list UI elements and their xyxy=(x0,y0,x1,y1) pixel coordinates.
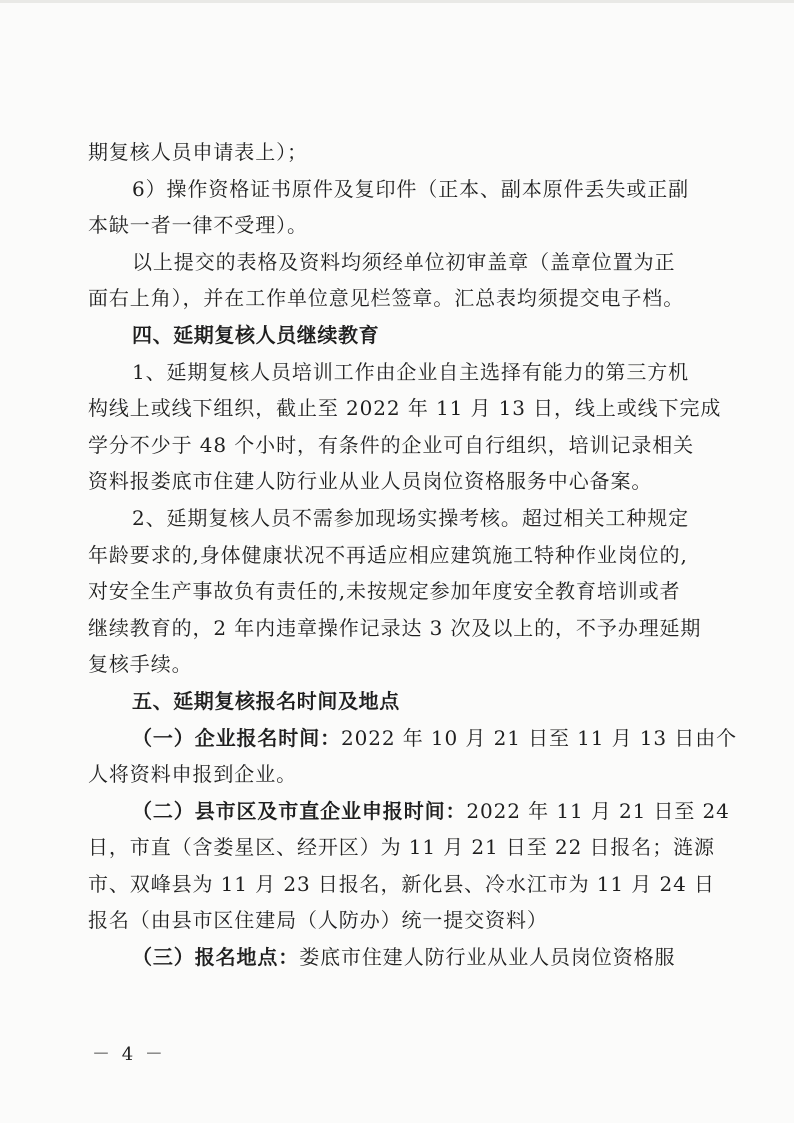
text-line: 构线上或线下组织，截止至 2022 年 11 月 13 日，线上或线下完成 xyxy=(88,396,722,421)
subheading: （三）报名地点： xyxy=(132,945,300,970)
text-line: 继续教育的，2 年内违章操作记录达 3 次及以上的，不予办理延期 xyxy=(88,615,702,640)
page-number: － 4 － xyxy=(92,1044,166,1065)
text-line: 年龄要求的,身体健康状况不再适应相应建筑施工特种作业岗位的, xyxy=(88,542,688,567)
scan-edge xyxy=(0,0,794,3)
text-span: 2022 年 11 月 21 日至 24 xyxy=(466,798,730,823)
text-line xyxy=(88,793,730,830)
text-line xyxy=(88,720,738,757)
subheading: （二）县市区及市直企业申报时间： xyxy=(132,798,467,823)
text-line: 期复核人员申请表上）； xyxy=(88,140,308,164)
text-line: 报名（由县市区住建局（人防办）统一提交资料） xyxy=(88,908,548,933)
text-line: 人将资料申报到企业。 xyxy=(88,762,297,787)
text-line: 1、延期复核人员培训工作由企业自主选择有能力的第三方机 xyxy=(132,359,690,384)
subheading: （一）企业报名时间： xyxy=(132,725,341,750)
text-line: 复核手续。 xyxy=(88,652,193,677)
section-heading: 四、延期复核人员继续教育 xyxy=(132,322,380,347)
text-line: 学分不少于 48 个小时，有条件的企业可自行组织，培训记录相关 xyxy=(88,432,695,457)
text-line: 本缺一者一律不受理）。 xyxy=(88,213,308,238)
text-span: 娄底市住建人防行业从业人员岗位资格服 xyxy=(299,945,676,970)
text-span: 2022 年 10 月 21 日至 11 月 13 日由个 xyxy=(341,725,738,750)
text-line: 资料报娄底市住建人防行业从业人员岗位资格服务中心备案。 xyxy=(88,469,653,494)
text-line: 2、延期复核人员不需参加现场实操考核。超过相关工种规定 xyxy=(132,505,690,530)
text-line: 面右上角），并在工作单位意见栏签章。汇总表均须提交电子档。 xyxy=(88,286,685,311)
text-line xyxy=(88,939,710,976)
text-line: 市、双峰县为 11 月 23 日报名，新化县、冷水江市为 11 月 24 日 xyxy=(88,871,715,896)
text-line: 日，市直（含娄星区、经开区）为 11 月 21 日至 22 日报名；涟源 xyxy=(88,835,715,860)
body-text xyxy=(88,134,738,976)
section-heading: 五、延期复核报名时间及地点 xyxy=(132,688,400,713)
text-line: 以上提交的表格及资料均须经单位初审盖章（盖章位置为正 xyxy=(132,249,676,274)
text-line: 对安全生产事故负有责任的,未按规定参加年度安全教育培训或者 xyxy=(88,579,681,604)
text-line: 6）操作资格证书原件及复印件（正本、副本原件丢失或正副 xyxy=(132,176,690,201)
